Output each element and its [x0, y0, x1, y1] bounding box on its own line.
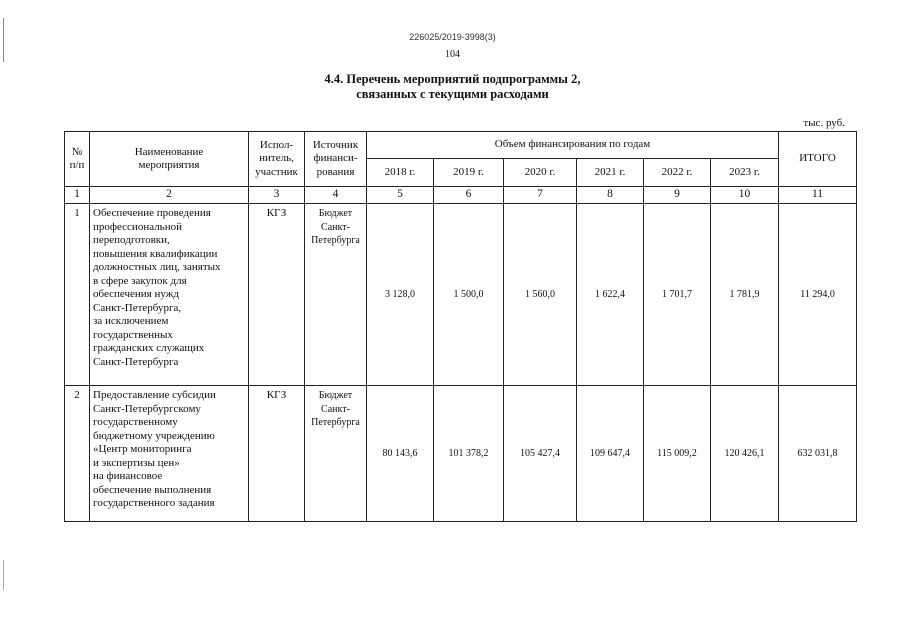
table-row: [65, 204, 857, 386]
header-year: 2021 г.: [577, 159, 644, 187]
column-number: 7: [504, 187, 577, 204]
row-name-line: гражданских служащих: [93, 342, 205, 354]
row-name-line: обеспечение выполнения: [93, 483, 212, 496]
header-no: [65, 132, 90, 187]
row-name-line: Санкт-Петербургскому: [93, 402, 201, 415]
row-value-2020: 105 427,4: [504, 386, 577, 522]
header-executor-line: нитель,: [259, 152, 294, 165]
header-total: ИТОГО: [779, 132, 857, 187]
header-name: [90, 132, 249, 187]
header-source: [305, 132, 367, 187]
column-number: 6: [434, 187, 504, 204]
row-executor: КГЗ: [249, 204, 305, 386]
row-value-2021: 1 622,4: [577, 204, 644, 386]
row-name: [90, 386, 249, 522]
column-number-row: [65, 187, 857, 204]
row-total: 11 294,0: [779, 204, 857, 386]
row-name-line: и экспертизы цен»: [93, 456, 180, 469]
header-executor-line: участник: [255, 165, 298, 178]
row-source-line: Бюджет: [318, 390, 353, 401]
row-name-line: повышения квалификации: [93, 247, 218, 260]
row-total: 632 031,8: [779, 386, 857, 522]
row-name-line: «Центр мониторинга: [93, 443, 192, 455]
column-number: 4: [305, 187, 367, 204]
row-name-line: в сфере закупок для: [93, 274, 187, 287]
column-number: 5: [367, 187, 434, 204]
header-name-line: Наименование: [134, 145, 204, 158]
column-number: 3: [249, 187, 305, 204]
row-name-line: Санкт-Петербурга,: [93, 301, 182, 314]
row-name-line: бюджетному учреждению: [93, 429, 215, 442]
row-name-line: государственного задания: [93, 497, 215, 509]
header-year: 2020 г.: [504, 159, 577, 187]
units-label: тыс. руб.: [803, 117, 845, 129]
header-source-line: финанси-: [313, 152, 358, 165]
row-value-2020: 1 560,0: [504, 204, 577, 386]
header-executor: [249, 132, 305, 187]
table-row: [65, 386, 857, 522]
row-value-2019: 101 378,2: [434, 386, 504, 522]
header-year: 2018 г.: [367, 159, 434, 187]
row-number: 1: [65, 204, 90, 386]
page-number: 104: [445, 49, 460, 60]
row-source: [305, 386, 367, 522]
row-name: [90, 204, 249, 386]
scan-edge-mark: [3, 560, 4, 590]
row-value-2021: 109 647,4: [577, 386, 644, 522]
row-value-2018: 3 128,0: [367, 204, 434, 386]
row-source: [305, 204, 367, 386]
row-value-2022: 115 009,2: [644, 386, 711, 522]
header-funding: Объем финансирования по годам: [367, 132, 779, 159]
header-year: 2019 г.: [434, 159, 504, 187]
row-value-2018: 80 143,6: [367, 386, 434, 522]
row-name-line: государственных: [93, 328, 173, 341]
row-name-line: обеспечения нужд: [93, 288, 179, 300]
row-name-line: на финансовое: [93, 470, 163, 482]
document-number: 226025/2019-3998(3): [409, 32, 496, 42]
row-name-line: Обеспечение проведения: [93, 207, 211, 219]
column-number: 1: [65, 187, 90, 204]
header-row-1: [65, 132, 857, 159]
header-year: 2023 г.: [711, 159, 779, 187]
row-number: 2: [65, 386, 90, 522]
section-title: [0, 72, 905, 102]
row-name-line: Санкт-Петербурга: [93, 355, 179, 368]
column-number: 11: [779, 187, 857, 204]
row-value-2022: 1 701,7: [644, 204, 711, 386]
row-executor: КГЗ: [249, 386, 305, 522]
header-source-line: Источник: [312, 138, 359, 151]
funding-table: [64, 131, 857, 522]
row-name-line: Предоставление субсидии: [93, 389, 216, 401]
row-name-line: за исключением: [93, 315, 169, 327]
row-source-line: Санкт-: [321, 403, 350, 415]
row-value-2023: 1 781,9: [711, 204, 779, 386]
header-no-line: п/п: [69, 159, 85, 171]
row-value-2019: 1 500,0: [434, 204, 504, 386]
column-number: 9: [644, 187, 711, 204]
row-value-2023: 120 426,1: [711, 386, 779, 522]
row-source-line: Санкт-: [321, 221, 350, 233]
row-source-line: Бюджет: [318, 208, 353, 219]
column-number: 2: [90, 187, 249, 204]
section-title-line-1: 4.4. Перечень мероприятий подпрограммы 2,: [324, 72, 581, 86]
row-name-line: профессиональной: [93, 220, 182, 233]
row-name-line: должностных лиц, занятых: [93, 261, 221, 273]
header-name-line: мероприятия: [138, 159, 200, 171]
section-title-line-2: связанных с текущими расходами: [356, 87, 549, 101]
header-year: 2022 г.: [644, 159, 711, 187]
row-source-line: Петербурга: [311, 235, 360, 246]
column-number: 10: [711, 187, 779, 204]
header-source-line: рования: [316, 165, 355, 178]
header-executor-line: Испол-: [259, 138, 294, 151]
row-name-line: государственному: [93, 416, 178, 428]
header-no-line: №: [71, 145, 83, 158]
column-number: 8: [577, 187, 644, 204]
row-source-line: Петербурга: [311, 417, 360, 428]
row-name-line: переподготовки,: [93, 234, 170, 246]
